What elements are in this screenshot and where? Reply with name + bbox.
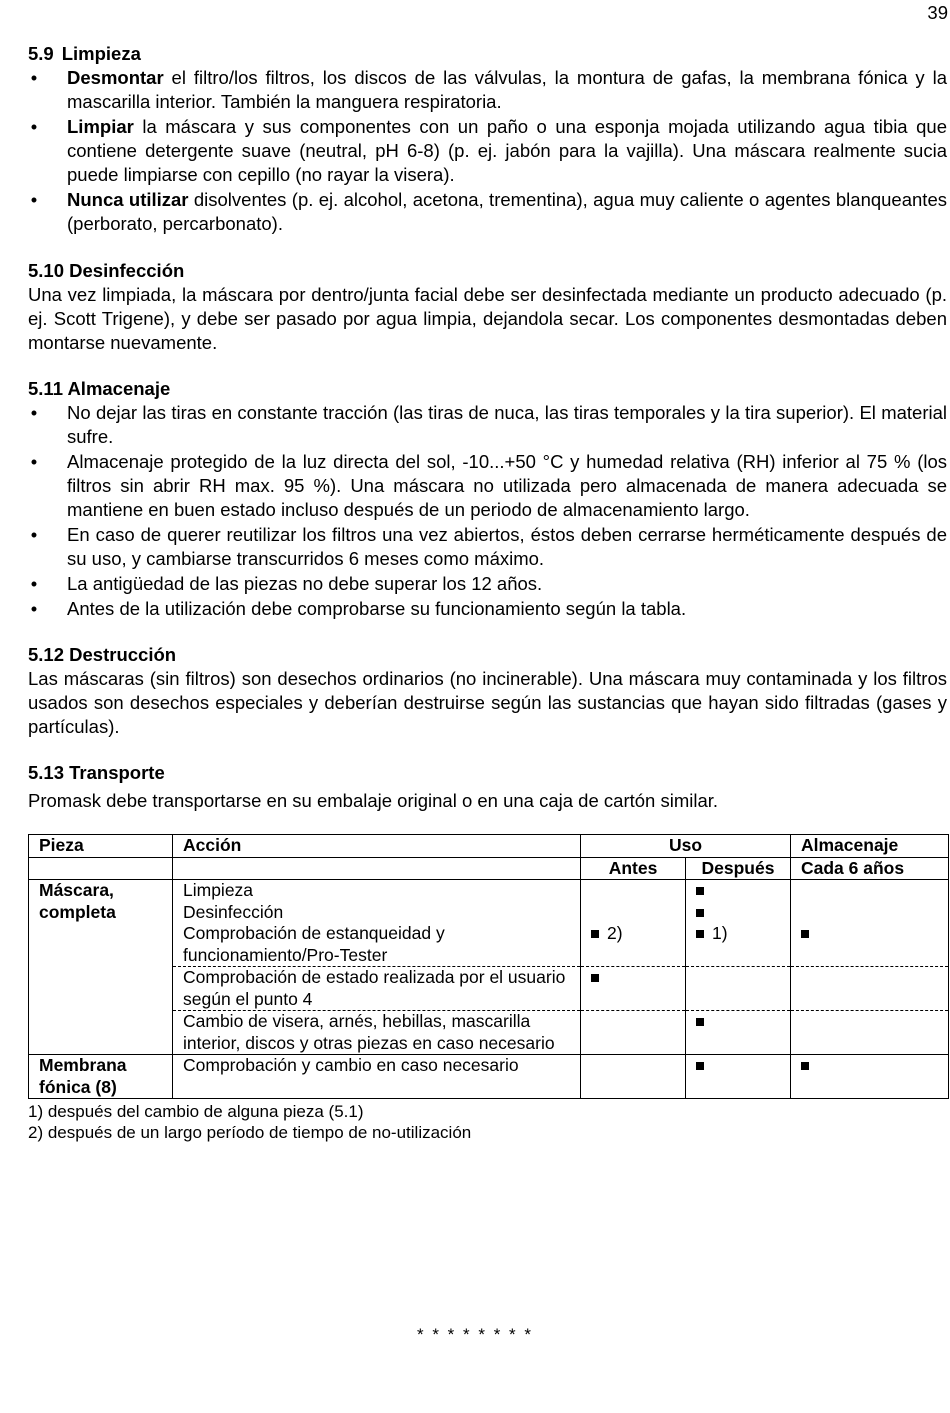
almacenaje-cell	[791, 967, 949, 1011]
black-square-icon	[591, 974, 599, 982]
section-title-5-11: 5.11 Almacenaje	[28, 378, 171, 399]
black-square-icon	[696, 930, 704, 938]
header-antes: Antes	[581, 857, 686, 880]
table-footnotes	[28, 1101, 947, 1143]
black-square-icon	[591, 930, 599, 938]
action-text: Desinfección	[183, 901, 284, 922]
list-item: • No dejar las tiras en constante tracción (las tiras de nuca, las tiras temporales y la tira superior). El material sufre.	[28, 401, 947, 449]
black-square-icon	[801, 1062, 809, 1070]
header-almacenaje: Almacenaje	[791, 835, 949, 858]
list-item: • Desmontar el filtro/los filtros, los discos de las válvulas, la montura de gafas, la membrana fónica y la mascarilla interior. También la manguera respiratoria.	[28, 66, 947, 114]
footer-stars: * * * * * * * *	[417, 1325, 533, 1344]
bullet-dot-icon: •	[30, 189, 38, 210]
page-content	[28, 42, 947, 1143]
almacenaje-cell	[791, 1011, 949, 1055]
black-square-icon	[696, 1018, 704, 1026]
footnote-ref: 2)	[607, 923, 623, 943]
bullet-dot-icon: •	[30, 598, 38, 619]
despues-cell	[686, 1055, 791, 1099]
list-item: • Nunca utilizar disolventes (p. ej. alcohol, acetona, trementina), agua muy caliente o agentes blanqueantes (perborato, percarbonato).	[28, 188, 947, 236]
header-empty	[29, 857, 173, 880]
bullet-dot-icon: •	[30, 67, 38, 88]
footnote-ref: 1)	[712, 923, 728, 943]
header-despues: Después	[686, 857, 791, 880]
almacenaje-cell	[791, 880, 949, 967]
header-cada-6-anos: Cada 6 años	[791, 857, 949, 880]
bullet-dot-icon: •	[30, 402, 38, 423]
antes-cell	[581, 880, 686, 967]
table-header-row	[29, 835, 949, 858]
antes-cell	[581, 967, 686, 1011]
black-square-icon	[696, 887, 704, 895]
bullet-dot-icon: •	[30, 524, 38, 545]
section-destruccion	[28, 643, 947, 739]
antes-cell	[581, 1055, 686, 1099]
pieza-membrana: Membrana fónica (8)	[29, 1055, 173, 1099]
section-almacenaje	[28, 377, 947, 621]
accion-cell	[173, 880, 581, 967]
black-square-icon	[801, 930, 809, 938]
pieza-mascara: Máscara, completa	[29, 880, 173, 1055]
despues-cell	[686, 967, 791, 1011]
almacenaje-cell	[791, 1055, 949, 1099]
list-item: • Limpiar la máscara y sus componentes con un paño o una esponja mojada utilizando agua tibia que contiene detergente suave (neutral, pH 6-8) (p. ej. jabón para la vajilla). Una máscara realmente sucia puede limpiarse con cepillo (no rayar la visera).	[28, 115, 947, 187]
accion-cell: Comprobación de estado realizada por el usuario según el punto 4	[173, 967, 581, 1011]
list-item: • Almacenaje protegido de la luz directa del sol, -10...+50 °C y humedad relativa (RH) inferior al 75 % (los filtros sin abrir RH max. 95 %). Una máscara no utilizada pero almacenada de manera adecuada se mantiene en buen estado incluso después de un periodo de almacenamiento largo.	[28, 450, 947, 522]
paragraph: Promask debe transportarse en su embalaje original o en una caja de cartón similar.	[28, 790, 719, 811]
action-text: Limpieza	[183, 880, 254, 900]
list-item: • Antes de la utilización debe comprobarse su funcionamiento según la tabla.	[28, 597, 947, 621]
paragraph: Una vez limpiada, la máscara por dentro/junta facial debe ser desinfectada mediante un producto adecuado (p. ej. Scott Trigene), y debe ser pasado por agua limpia, dejandola secar. Los componentes desmontadas deben montarse nuevamente.	[28, 284, 947, 353]
table-row	[29, 880, 949, 967]
paragraph: Las máscaras (sin filtros) son desechos ordinarios (no incinerable). Una máscara muy contaminada y los filtros usados son desechos especiales y deberían destruirse según las sustancias que hayan sido filtradas (gases y partículas).	[28, 668, 947, 737]
section-title-5-13: 5.13 Transporte	[28, 762, 165, 783]
header-uso: Uso	[581, 835, 791, 858]
bullet-dot-icon: •	[30, 116, 38, 137]
despues-cell	[686, 880, 791, 967]
header-empty	[173, 857, 581, 880]
section-title-5-12: 5.12 Destrucción	[28, 644, 177, 665]
section-desinfeccion	[28, 259, 947, 355]
footnote: 2) después de un largo período de tiempo de no-utilización	[28, 1123, 472, 1142]
cleaning-list	[28, 66, 947, 236]
antes-cell	[581, 1011, 686, 1055]
section-title-5-10: 5.10 Desinfección	[28, 260, 185, 281]
header-accion: Acción	[173, 835, 581, 858]
bullet-dot-icon: •	[30, 573, 38, 594]
table-subheader-row	[29, 857, 949, 880]
table-row	[29, 1055, 949, 1099]
section-limpieza	[28, 42, 947, 236]
storage-list	[28, 401, 947, 621]
accion-cell: Comprobación y cambio en caso necesario	[173, 1055, 581, 1099]
black-square-icon	[696, 909, 704, 917]
footnote: 1) después del cambio de alguna pieza (5.1)	[28, 1102, 364, 1121]
maintenance-table	[28, 834, 949, 1099]
despues-cell	[686, 1011, 791, 1055]
black-square-icon	[696, 1062, 704, 1070]
section-title-5-9: 5.9 Limpieza	[28, 43, 141, 64]
header-pieza: Pieza	[29, 835, 173, 858]
accion-cell: Cambio de visera, arnés, hebillas, mascarilla interior, discos y otras piezas en caso necesario	[173, 1011, 581, 1055]
bullet-dot-icon: •	[30, 451, 38, 472]
action-text: Comprobación de estanqueidad y funcionamiento/Pro-Tester	[183, 923, 445, 965]
page-number: 39	[927, 2, 948, 23]
list-item: • La antigüedad de las piezas no debe superar los 12 años.	[28, 572, 947, 596]
list-item: • En caso de querer reutilizar los filtros una vez abiertos, éstos deben cerrarse herméticamente después de su uso, y cambiarse transcurridos 6 meses como máximo.	[28, 523, 947, 571]
section-transporte	[28, 761, 947, 813]
